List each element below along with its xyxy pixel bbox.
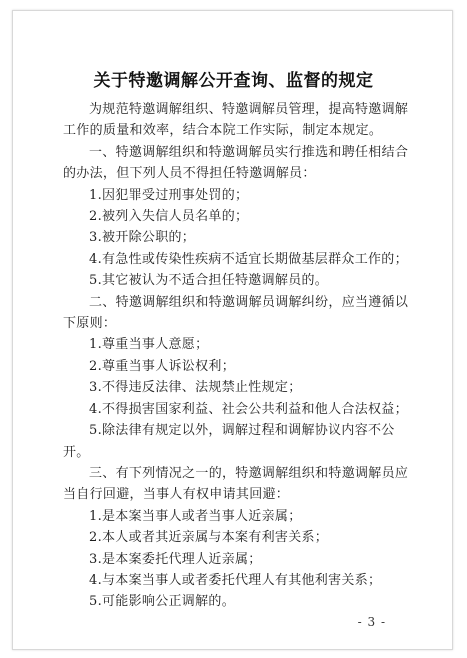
section-3-item-3: 3.是本案委托代理人近亲属；: [89, 551, 262, 567]
document-title: 关于特邀调解公开查询、监督的规定: [93, 71, 374, 91]
intro-paragraph: 为规范特邀调解组织、特邀调解员管理，提高特邀调解工作的质量和效率，结合本院工作实际，制定本规定。: [63, 102, 409, 139]
section-3-item-5: 5.可能影响公正调解的。: [89, 594, 236, 610]
section-3-item-4: 4.与本案当事人或者委托代理人有其他利害关系；: [89, 572, 382, 588]
section-2-item-4: 4.不得损害国家利益、社会公共利益和他人合法权益；: [89, 401, 408, 417]
document-page: [12, 10, 453, 650]
section-3-item-2: 2.本人或者其近亲属与本案有利害关系；: [89, 530, 329, 546]
section-2-item-2: 2.尊重当事人诉讼权利；: [89, 358, 236, 374]
section-3-heading: 三、有下列情况之一的，特邀调解组织和特邀调解员应当自行回避，当事人有权申请其回避：: [63, 465, 409, 503]
section-2-item-3: 3.不得违反法律、法规禁止性规定；: [89, 380, 302, 396]
section-2-heading: 二、特邀调解组织和特邀调解员调解纠纷，应当遵循以下原则：: [63, 294, 409, 332]
section-3-item-1: 1.是本案当事人或者当事人近亲属；: [89, 508, 302, 524]
section-1-item-5: 5.其它被认为不适合担任特邀调解员的。: [89, 273, 329, 289]
section-1-item-2: 2.被列入失信人员名单的；: [89, 209, 249, 225]
document-body: [63, 99, 410, 613]
page-number: - 3 -: [357, 615, 386, 629]
section-1-item-3: 3.被开除公职的；: [89, 230, 196, 246]
section-1-item-1: 1.因犯罪受过刑事处罚的；: [89, 187, 249, 203]
section-1-heading: 一、特邀调解组织和特邀调解员实行推选和聘任相结合的办法，但下列人员不得担任特邀调解员：: [63, 144, 409, 182]
section-1-item-4: 4.有急性或传染性疾病不适宜长期做基层群众工作的；: [89, 251, 408, 267]
section-2-item-1: 1.尊重当事人意愿；: [89, 337, 209, 353]
section-2-item-5: 5.除法律有规定以外，调解过程和调解协议内容不公开。: [63, 423, 395, 460]
